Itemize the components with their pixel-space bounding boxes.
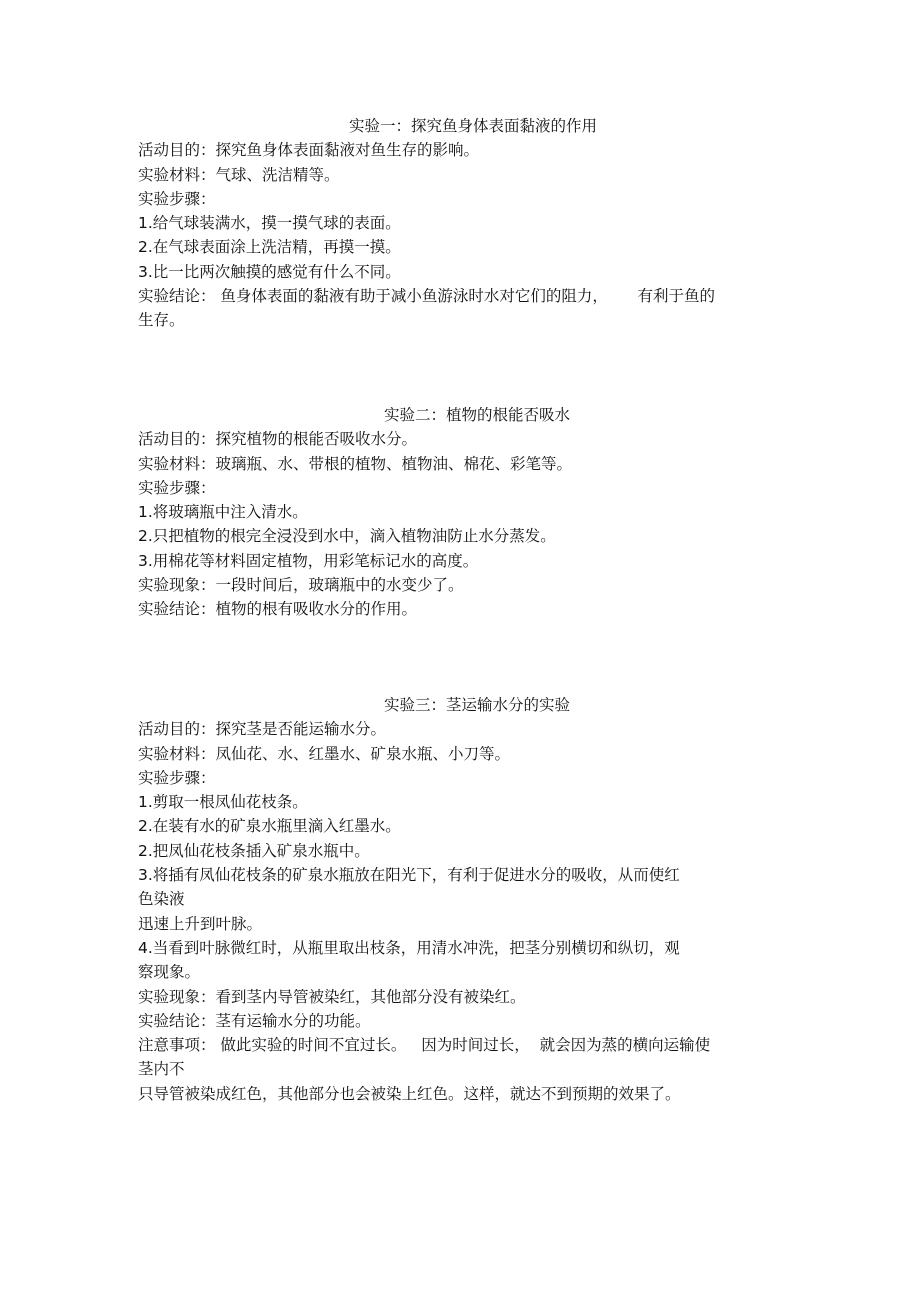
purpose-line: 活动目的：探究植物的根能否吸收水分。 bbox=[138, 430, 418, 449]
purpose-line: 活动目的：探究鱼身体表面黏液对鱼生存的影响。 bbox=[138, 141, 480, 160]
phenomenon-line: 实验现象：看到茎内导管被染红，其他部分没有被染红。 bbox=[138, 987, 526, 1006]
steps-heading: 实验步骤： bbox=[138, 768, 216, 787]
experiment-3-title: 实验三：茎运输水分的实验 bbox=[383, 696, 570, 714]
materials-line: 实验材料：气球、洗洁精等。 bbox=[138, 165, 340, 184]
step-line: 2.把凤仙花枝条插入矿泉水瓶中。 bbox=[138, 841, 370, 860]
conclusion-continuation: 生存。 bbox=[138, 311, 185, 330]
step-line: 1.给气球装满水，摸一摸气球的表面。 bbox=[138, 214, 401, 233]
step-continuation: 察现象。 bbox=[138, 963, 201, 982]
notes-line: 注意事项： 做此实验的时间不宜过长。 因为时间过长， 就会因为蒸的横向运输使 bbox=[138, 1036, 711, 1055]
conclusion-line: 实验结论：茎有运输水分的功能。 bbox=[138, 1011, 371, 1030]
step-line: 3.用棉花等材料固定植物，用彩笔标记水的高度。 bbox=[138, 551, 479, 570]
steps-heading: 实验步骤： bbox=[138, 189, 216, 208]
step-line: 2.在气球表面涂上洗洁精，再摸一摸。 bbox=[138, 238, 401, 257]
step-line: 1.将玻璃瓶中注入清水。 bbox=[138, 503, 308, 522]
conclusion-line: 实验结论：植物的根有吸收水分的作用。 bbox=[138, 600, 418, 619]
experiment-2-title: 实验二：植物的根能否吸水 bbox=[383, 406, 570, 424]
experiment-1-title: 实验一：探究鱼身体表面黏液的作用 bbox=[348, 117, 597, 135]
experiment-1 bbox=[138, 114, 788, 333]
step-line: 2.在装有水的矿泉水瓶里滴入红墨水。 bbox=[138, 817, 401, 836]
step-line: 4.当看到叶脉微红时，从瓶里取出枝条，用清水冲洗，把茎分别横切和纵切，观 bbox=[138, 938, 680, 957]
materials-line: 实验材料：玻璃瓶、水、带根的植物、植物油、棉花、彩笔等。 bbox=[138, 454, 573, 473]
step-line: 2.只把植物的根完全浸没到水中，滴入植物油防止水分蒸发。 bbox=[138, 527, 556, 546]
purpose-line: 活动目的：探究茎是否能运输水分。 bbox=[138, 720, 387, 739]
step-line: 3.将插有凤仙花枝条的矿泉水瓶放在阳光下，有利于促进水分的吸收，从而使红 bbox=[138, 866, 680, 885]
phenomenon-line: 实验现象：一段时间后，玻璃瓶中的水变少了。 bbox=[138, 576, 464, 595]
experiment-2 bbox=[138, 403, 788, 622]
experiment-3 bbox=[138, 693, 788, 1106]
step-continuation: 迅速上升到叶脉。 bbox=[138, 914, 263, 933]
step-line: 1.剪取一根凤仙花枝条。 bbox=[138, 793, 308, 812]
conclusion-line: 实验结论： 鱼身体表面的黏液有助于减小鱼游泳时水对它们的阻力， 有利于鱼的 bbox=[138, 287, 715, 306]
step-line: 3.比一比两次触摸的感觉有什么不同。 bbox=[138, 262, 401, 281]
notes-continuation: 只导管被染成红色，其他部分也会被染上红色。这样，就达不到预期的效果了。 bbox=[138, 1084, 681, 1103]
notes-continuation: 茎内不 bbox=[138, 1060, 185, 1079]
steps-heading: 实验步骤： bbox=[138, 478, 216, 497]
materials-line: 实验材料：凤仙花、水、红墨水、矿泉水瓶、小刀等。 bbox=[138, 744, 511, 763]
step-continuation: 色染液 bbox=[138, 890, 185, 909]
